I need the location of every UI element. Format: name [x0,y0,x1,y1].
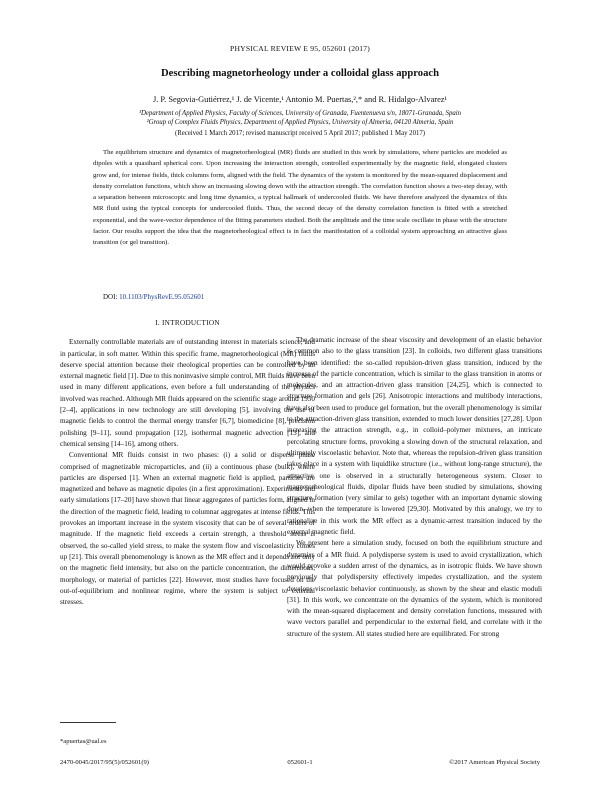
doi-link[interactable]: 10.1103/PhysRevE.95.052601 [119,293,205,301]
author-list: J. P. Segovia-Gutiérrez,¹ J. de Vicente,¹ Antonio M. Puertas,²,* and R. Hidalgo-Alvarez¹ [152,95,448,104]
section-heading: I. INTRODUCTION [155,319,220,327]
paragraph: The dramatic increase of the shear viscosity and development of an elastic behavior is common also to the glass transition [23]. In colloids, two different glass transitions have been identified: the so-called repulsion-driven glass transition, induced by the increase of the particle concentration, which is similar to the glass transition in atoms or molecules, and an attraction-driven glass transition [24,25], which is connected to structure formation and gels [26]. Anisotropic interactions and multibody interactions, have also been used to produce gel formation, but the overall phenomenology is similar to the attraction-driven glass transition, extended to much lower densities [27,28]. Upon increasing the attraction strength, e.g., in colloid–polymer mixtures, an intricate percolating structure forms, provoking a slowing down of the structural relaxation, and ultimately viscoelastic behavior. Note that, whereas the repulsion-driven glass transition takes place in a system with liquidlike structure (i.e., without long-range structure), the attractive one is observed in a structurally heterogeneous system. Closer to magnetorheological fluids, dipolar fluids have been studied by simulations, showing structure formation (very similar to gels) together with an important dynamic slowing down, when the temperature is lowered [29,30]. Motivated by this analogy, we try to rationalize in this work the MR effect as a dynamic-arrest transition induced by the external magnetic field. [287,336,542,537]
abstract: The equilibrium structure and dynamics of magnetorheological (MR) fluids are studied in this work by simulations, where particles are modeled as dipoles with a quasihard spherical core. Upon increasing the interaction strength, controlled experimentally by the magnetic field, elongated clusters grow and, for intense fields, thick columns form, aligned with the field. The dynamics of the system is monitored by the mean-squared displacement and density correlation functions, which show an increasing slowing down with the attraction strength. The correlation function shows a two-step decay, with a separation between microscopic and long time dynamics, a typical hallmark of undercooled fluids. We have therefore analyzed the dynamics of this MR fluid using the typical concepts for undercooled fluids. Thus, the second decay of the density correlation function is fitted with a stretched exponential, and the wave-vector dependence of the fitting parameters studied. Both the amplitude and the time scale oscillate in phase with the structure factor. Our results support the idea that the magnetorheological effect is in fact the manifestation of a colloidal system approaching an attractive glass transition (or gel transition). [93,149,507,247]
paragraph: Externally controllable materials are of outstanding interest in materials science, and in particular, in soft matter. Within this specific frame, magnetorheological (MR) fluids deserve special attention because their rheological properties can be controlled by an external magnetic field [1]. Due to this noninvasive simple control, MR fluids have been used in many different applications, even before a full understanding of the physics involved was reached. Although MR fluids appeared on the scientific stage around 1950 [2–4], applications in new technology are still developing [5], involving the use of magnetic fields to control the thermal energy transfer [6,7], biomedicine [8], precision polishing [9–11], sound propagation [12], isothermal magnetic advection [13], and chemical sensing [14–16], among others. [60,338,315,448]
footer-copyright: ©2017 American Physical Society [449,759,540,766]
affiliation-2: ²Group of Complex Fluids Physics, Department of Applied Physics, University of Almeria, 04120 Almeria, Spain [146,119,454,126]
footer-page-number: 052601-1 [287,759,313,766]
right-column [287,335,542,640]
received-dates: (Received 1 March 2017; revised manuscript received 5 April 2017; published 1 May 2017) [174,130,426,137]
paragraph: We present here a simulation study, focused on both the equilibrium structure and dynamics of a MR fluid. A polydisperse system is used to avoid crystallization, which would provoke a sudden arrest of the dynamics, as in isotropic fluids. We have shown previously that polydispersity effectively impedes crystallization, and the system develops viscoelastic behavior continuously, as shown by the shear and elastic moduli [31]. In this work, we concentrate on the dynamics of the system, which is monitored with the mean-squared displacement and density correlation functions, measured with wave vectors parallel and perpendicular to the external field, and correlate with it the structure of the system. All states studied here are equilibrated. For strong [287,539,542,638]
footnote-rule [60,722,116,723]
journal-header: PHYSICAL REVIEW E 95, 052601 (2017) [230,44,370,53]
doi-line [103,293,204,301]
corresponding-email[interactable]: *apuertas@ual.es [60,738,107,745]
doi-label: DOI: [103,293,118,301]
paragraph: Conventional MR fluids consist in two phases: (i) a solid or disperse phase comprised of magnetizable microparticles, and (ii) a continuous phase (bulk), where particles are dispersed [1]. When an external magnetic field is applied, particles are magnetized and behave as magnetic dipoles (in a first approximation). Experiments and early simulations [17–20] have shown that linear aggregates of particles form, aligned in the direction of the magnetic field, leading to columnar aggregates at intense fields. This provokes an important increase in the system viscosity that can be of several orders of magnitude. If the magnetic field exceeds a certain strength, a threshold stress is observed, the so-called yield stress, to make the system flow and viscoelasticity comes up [21]. This overall phenomenology is known as the MR effect and it depends not only on the magnetic field intensity, but also on the particle concentration, the dimensions, morphology, or material of particles [22]. However, most studies have focused on the out-of-equilibrium and nonlinear regime, where the system is subject to external stresses. [60,451,315,607]
affiliation-1: ¹Department of Applied Physics, Faculty of Sciences, University of Granada, Fuentenueva s/n, 18071-Granada, Spain [138,110,462,117]
footer-issn: 2470-0045/2017/95(5)/052601(9) [60,759,150,766]
article-title: Describing magnetorheology under a colloidal glass approach [160,68,439,79]
left-column [60,318,315,608]
